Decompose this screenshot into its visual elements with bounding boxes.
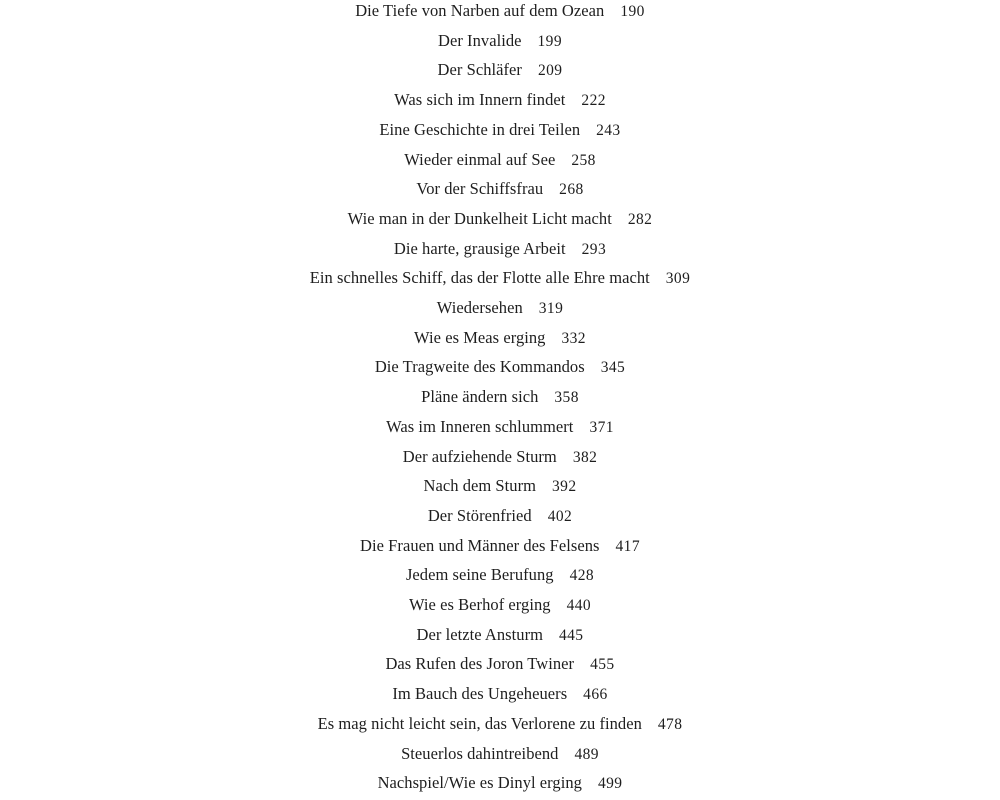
toc-entry — [0, 772, 1000, 794]
toc-entry — [0, 59, 1000, 81]
toc-entry-title: Die Tragweite des Kommandos — [374, 357, 585, 377]
toc-entry — [0, 535, 1000, 557]
toc-entry-page-number: 417 — [615, 537, 640, 555]
toc-entry — [0, 475, 1000, 497]
toc-entry-page-number: 258 — [571, 151, 596, 169]
toc-entry-title: Der letzte Ansturm — [416, 624, 543, 644]
toc-entry-title: Wie es Berhof erging — [408, 595, 551, 614]
toc-entry-title: Die Frauen und Männer des Felsens — [360, 535, 600, 555]
toc-entry — [0, 624, 1000, 646]
toc-entry-title: Was im Inneren schlummert — [386, 416, 574, 436]
toc-entry-title: Im Bauch des Ungeheuers — [392, 684, 568, 704]
toc-entry-title: Wie es Meas erging — [414, 327, 546, 347]
toc-entry — [0, 446, 1000, 468]
toc-entry-page-number: 199 — [537, 32, 562, 50]
toc-entry — [0, 119, 1000, 141]
toc-entry-title: Der Schläfer — [437, 60, 522, 80]
toc-entry-page-number: 489 — [574, 745, 599, 763]
toc-entry — [0, 505, 1000, 527]
toc-entry-page-number: 319 — [538, 300, 564, 317]
toc-entry — [0, 89, 1000, 111]
toc-entry-title: Nachspiel/Wie es Dinyl erging — [377, 773, 582, 793]
toc-entry-title: Vor der Schiffsfrau — [416, 179, 544, 199]
toc-entry — [0, 149, 1000, 171]
toc-entry-title: Die Tiefe von Narben auf dem Ozean — [355, 1, 605, 20]
toc-entry — [0, 564, 1000, 586]
toc-entry — [0, 743, 1000, 765]
toc-entry-page-number: 358 — [554, 389, 579, 407]
toc-entry-page-number: 209 — [537, 62, 563, 80]
toc-entry-page-number: 332 — [561, 329, 586, 347]
toc-entry — [0, 386, 1000, 408]
toc-entry-title: Pläne ändern sich — [421, 387, 539, 407]
toc-entry-title: Wiedersehen — [436, 298, 523, 317]
toc-entry-page-number: 268 — [559, 181, 584, 199]
toc-entry-title: Was sich im Innern findet — [394, 90, 566, 110]
toc-entry-page-number: 402 — [547, 507, 573, 525]
toc-entry — [0, 0, 1000, 22]
toc-entry-page-number: 371 — [589, 418, 614, 436]
toc-entry-page-number: 309 — [665, 270, 691, 288]
toc-entry-page-number: 345 — [600, 359, 626, 377]
toc-entry-title: Wieder einmal auf See — [404, 149, 556, 169]
toc-entry-title: Wie man in der Dunkelheit Licht macht — [347, 208, 612, 228]
toc-entry-page-number: 222 — [581, 92, 606, 110]
toc-entry — [0, 416, 1000, 438]
toc-entry — [0, 683, 1000, 705]
toc-entry-page-number: 428 — [569, 567, 595, 585]
toc-entry — [0, 594, 1000, 616]
toc-entry-page-number: 445 — [559, 626, 584, 644]
toc-entry — [0, 178, 1000, 200]
toc-entry-title: Der Störenfried — [427, 505, 532, 525]
toc-entry — [0, 297, 1000, 319]
toc-entry-title: Jedem seine Berufung — [405, 565, 554, 585]
toc-entry-page-number: 282 — [627, 210, 653, 228]
toc-entry-title: Der Invalide — [438, 30, 522, 50]
toc-entry-title: Nach dem Sturm — [423, 476, 537, 496]
toc-entry-page-number: 382 — [572, 448, 598, 466]
toc-entry — [0, 208, 1000, 230]
toc-entry-title: Eine Geschichte in drei Teilen — [379, 119, 581, 139]
toc-entry-page-number: 190 — [620, 3, 645, 20]
toc-entry — [0, 30, 1000, 52]
toc-entry-title: Die harte, grausige Arbeit — [393, 238, 566, 258]
toc-entry-page-number: 440 — [566, 597, 592, 614]
toc-entry-title: Das Rufen des Joron Twiner — [385, 654, 575, 674]
toc-entry-page-number: 243 — [596, 121, 621, 139]
toc-entry-page-number: 466 — [583, 686, 608, 704]
toc-entry-title: Steuerlos dahintreibend — [401, 743, 559, 763]
toc-entry-page-number: 499 — [597, 775, 623, 793]
toc-entry — [0, 713, 1000, 735]
toc-entry-title: Ein schnelles Schiff, das der Flotte alle Ehre macht — [309, 268, 650, 288]
toc-entry — [0, 327, 1000, 349]
toc-entry-page-number: 478 — [657, 715, 683, 733]
toc-entry — [0, 653, 1000, 675]
toc-entry-title: Es mag nicht leicht sein, das Verlorene zu finden — [317, 713, 642, 733]
toc-entry-page-number: 455 — [590, 656, 615, 674]
toc-entry — [0, 238, 1000, 260]
toc-entry — [0, 267, 1000, 289]
toc-entry-title: Der aufziehende Sturm — [402, 446, 557, 466]
toc-entry — [0, 356, 1000, 378]
toc-entry-page-number: 293 — [581, 240, 607, 258]
toc-entry-page-number: 392 — [552, 478, 577, 496]
